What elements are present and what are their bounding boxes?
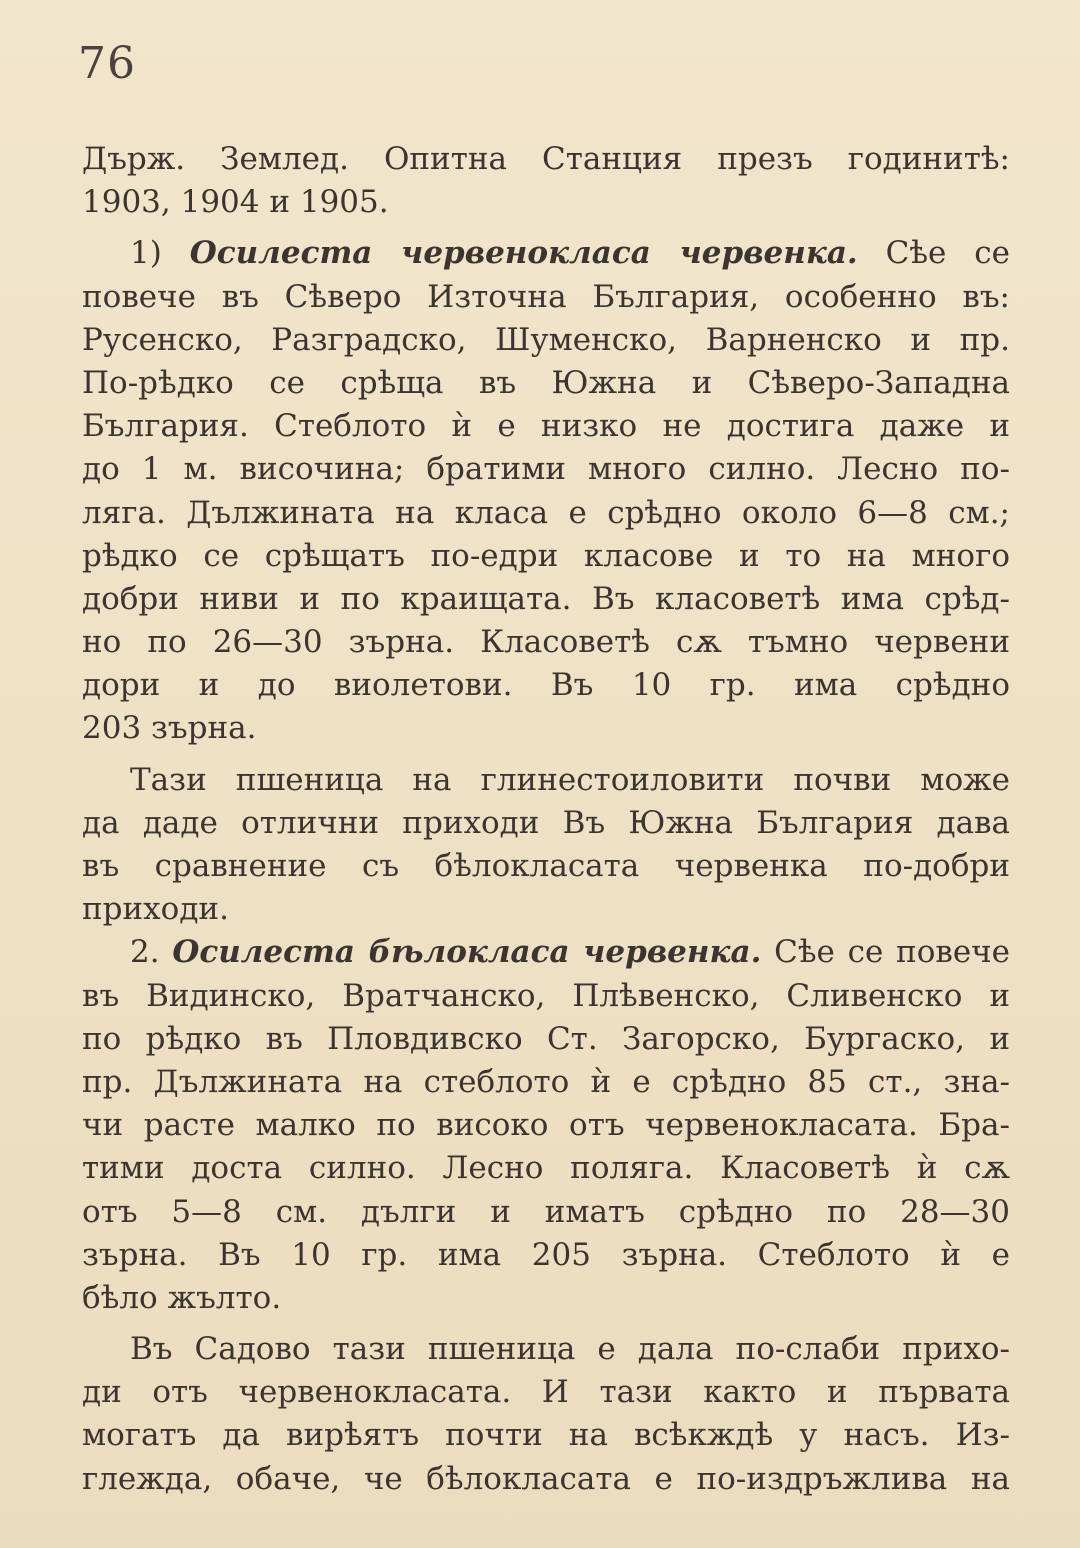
text-line: да даде отлични приходи Въ Южна България дава xyxy=(82,804,1010,841)
text-line: Русенско, Разградско, Шуменско, Варненско и пр. xyxy=(82,321,1010,358)
text-line: отъ 5—8 см. дълги и иматъ срѣдно по 28—30 xyxy=(82,1193,1010,1230)
heading-continuation: Сѣе се xyxy=(885,235,1011,272)
text-line: пр. Дължината на стеблото ѝ е срѣдно 85 ст., зна- xyxy=(82,1063,1010,1100)
variety-title: Осилеста червенокласа червенка. xyxy=(189,235,858,272)
text-line: Държ. Землед. Опитна Станция презъ годинитѣ: xyxy=(82,141,1010,177)
text-line: По-рѣдко се срѣща въ Южна и Сѣверо-Западна xyxy=(82,364,1010,401)
text-line: приходи. xyxy=(82,891,229,928)
page-body xyxy=(82,138,1010,1501)
text-line: чи расте малко по високо отъ червенокласата. Бра- xyxy=(82,1107,1010,1144)
paragraph-sadovo xyxy=(82,1328,1010,1501)
paragraph-heading-line xyxy=(82,232,1010,275)
text-line: въ Видинско, Вратчанско, Плѣвенско, Сливенско и xyxy=(82,977,1010,1014)
heading-continuation: Сѣе се повече xyxy=(774,934,1011,971)
text-line: Въ Садово тази пшеница е дала по-слаби прихо- xyxy=(130,1331,1010,1368)
text-line: до 1 м. височина; братими много силно. Лесно по- xyxy=(82,451,1010,488)
text-line: но по 26—30 зърна. Класоветѣ сѫ тъмно червени xyxy=(82,624,1010,661)
text-line: глежда, обаче, че бѣлокласата е по-издръжлива на xyxy=(82,1460,1010,1497)
text-line: 203 зърна. xyxy=(82,710,257,747)
text-line: добри ниви и по краищата. Въ класоветѣ има срѣд- xyxy=(82,580,1010,617)
text-line: повече въ Сѣверо Източна България, особенно въ: xyxy=(82,278,1010,315)
text-line: зърна. Въ 10 гр. има 205 зърна. Стеблото ѝ е xyxy=(82,1236,1010,1273)
text-line: тими доста силно. Лесно поляга. Класоветѣ ѝ сѫ xyxy=(82,1150,1010,1187)
paragraph-red-ear xyxy=(82,232,1010,750)
text-line: България. Стеблото ѝ е низко не достига даже и xyxy=(82,408,1010,445)
text-line: въ сравнение съ бѣлокласата червенка по-добри xyxy=(82,848,1010,884)
paragraph-yield xyxy=(82,759,1010,932)
text-line: бѣло жълто. xyxy=(82,1279,282,1316)
text-line: дори и до виолетови. Въ 10 гр. има срѣдно xyxy=(82,667,1010,704)
page-number: 76 xyxy=(78,38,136,89)
text-line: 1903, 1904 и 1905. xyxy=(82,184,389,221)
text-line: могатъ да вирѣятъ почти на всѣкждѣ у насъ. Из- xyxy=(82,1417,1010,1454)
text-line: по рѣдко въ Пловдивско Ст. Загорско, Бургаско, и xyxy=(82,1020,1010,1057)
paragraph-intro xyxy=(82,138,1010,224)
paragraph-white-ear xyxy=(82,931,1010,1320)
item-number: 2. xyxy=(130,934,160,971)
item-number: 1) xyxy=(130,235,162,272)
text-line: ляга. Дължината на класа е срѣдно около 6—8 см.; xyxy=(82,494,1010,531)
text-line: ди отъ червенокласата. И тази както и първата xyxy=(82,1374,1010,1411)
text-line: Тази пшеница на глинестоиловити почви може xyxy=(130,761,1010,798)
paragraph-heading-line xyxy=(82,931,1010,974)
variety-title: Осилеста бѣлокласа червенка. xyxy=(172,934,762,971)
text-line: рѣдко се срѣщатъ по-едри класове и то на много xyxy=(82,537,1010,574)
